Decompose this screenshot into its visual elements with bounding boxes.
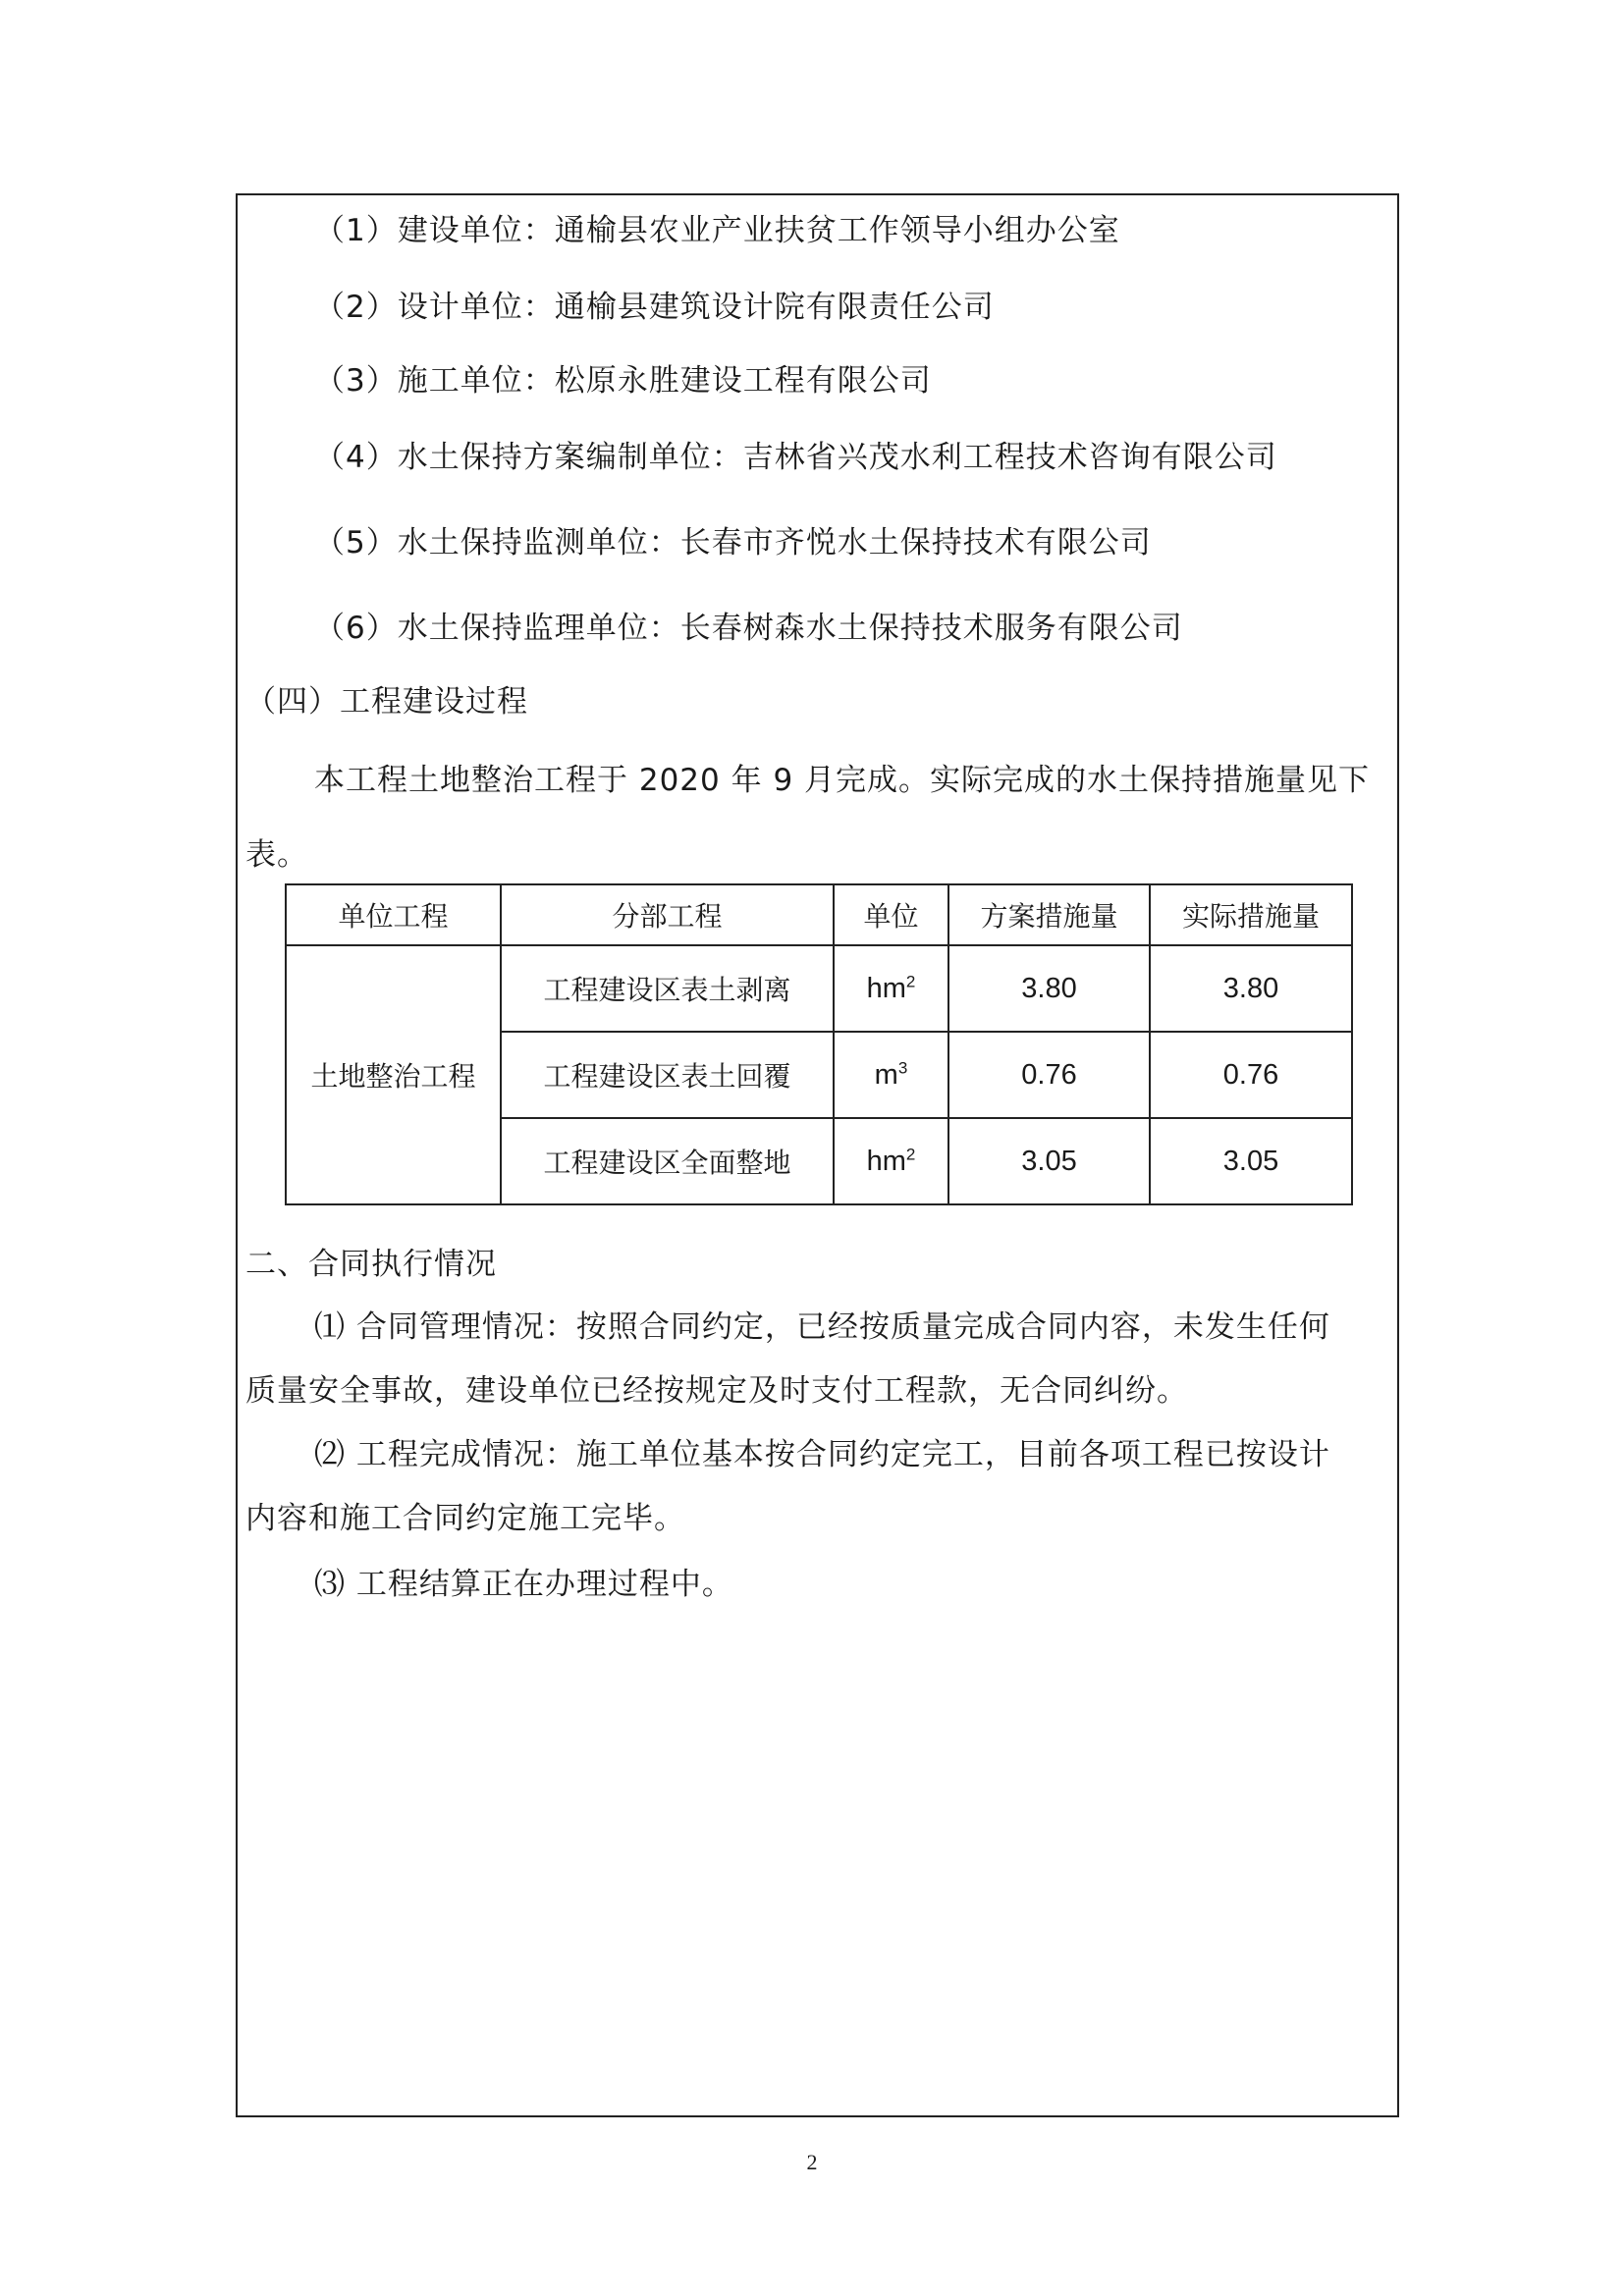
contractor-unit-line: （3）施工单位：松原永胜建设工程有限公司 xyxy=(314,363,932,399)
section-heading-contract-execution: 二、合同执行情况 xyxy=(245,1247,497,1282)
plan-quantity-cell: 3.80 xyxy=(948,945,1150,1032)
paragraph-line: 表。 xyxy=(245,837,308,873)
sub-project-cell: 工程建设区表土回覆 xyxy=(501,1032,834,1118)
unit-cell: $hm^2$ xyxy=(834,1118,948,1204)
paragraph-line: 质量安全事故，建设单位已经按规定及时支付工程款，无合同纠纷。 xyxy=(245,1373,1188,1409)
plan-quantity-cell: 3.05 xyxy=(948,1118,1150,1204)
paragraph-line: 本工程土地整治工程于 2020 年 9 月完成。实际完成的水土保持措施量见下 xyxy=(314,763,1371,798)
unit-cell: $hm^2$ xyxy=(834,945,948,1032)
monitoring-unit-line: （5）水土保持监测单位：长春市齐悦水土保持技术有限公司 xyxy=(314,525,1152,561)
plan-compiler-line: （4）水土保持方案编制单位：吉林省兴茂水利工程技术咨询有限公司 xyxy=(314,440,1277,475)
paragraph-line: ⑴ 合同管理情况：按照合同约定，已经按质量完成合同内容，未发生任何 xyxy=(314,1309,1330,1345)
actual-quantity-cell: 0.76 xyxy=(1150,1032,1352,1118)
table-header-row xyxy=(286,884,1352,945)
col-header-unit: 单位 xyxy=(834,884,948,945)
col-header-plan-quantity: 方案措施量 xyxy=(948,884,1150,945)
sub-project-cell: 工程建设区全面整地 xyxy=(501,1118,834,1204)
col-header-unit-project: 单位工程 xyxy=(286,884,501,945)
page-number: 2 xyxy=(806,2150,818,2174)
plan-quantity-cell: 0.76 xyxy=(948,1032,1150,1118)
paragraph-line: ⑶ 工程结算正在办理过程中。 xyxy=(314,1567,733,1602)
table-row xyxy=(286,945,1352,1032)
actual-quantity-cell: 3.80 xyxy=(1150,945,1352,1032)
construction-unit-line: （1）建设单位：通榆县农业产业扶贫工作领导小组办公室 xyxy=(314,213,1120,248)
supervision-unit-line: （6）水土保持监理单位：长春树森水土保持技术服务有限公司 xyxy=(314,611,1183,646)
col-header-sub-project: 分部工程 xyxy=(501,884,834,945)
sub-project-cell: 工程建设区表土剥离 xyxy=(501,945,834,1032)
unit-cell: $m^3$ xyxy=(834,1032,948,1118)
design-unit-line: （2）设计单位：通榆县建筑设计院有限责任公司 xyxy=(314,290,995,325)
col-header-actual-quantity: 实际措施量 xyxy=(1150,884,1352,945)
actual-quantity-cell: 3.05 xyxy=(1150,1118,1352,1204)
paragraph-line: 内容和施工合同约定施工完毕。 xyxy=(245,1501,685,1536)
unit-project-cell: 土地整治工程 xyxy=(286,945,501,1204)
section-heading-construction-process: （四）工程建设过程 xyxy=(245,684,528,720)
paragraph-line: ⑵ 工程完成情况：施工单位基本按合同约定完工，目前各项工程已按设计 xyxy=(314,1437,1330,1472)
measures-table xyxy=(285,883,1353,1205)
